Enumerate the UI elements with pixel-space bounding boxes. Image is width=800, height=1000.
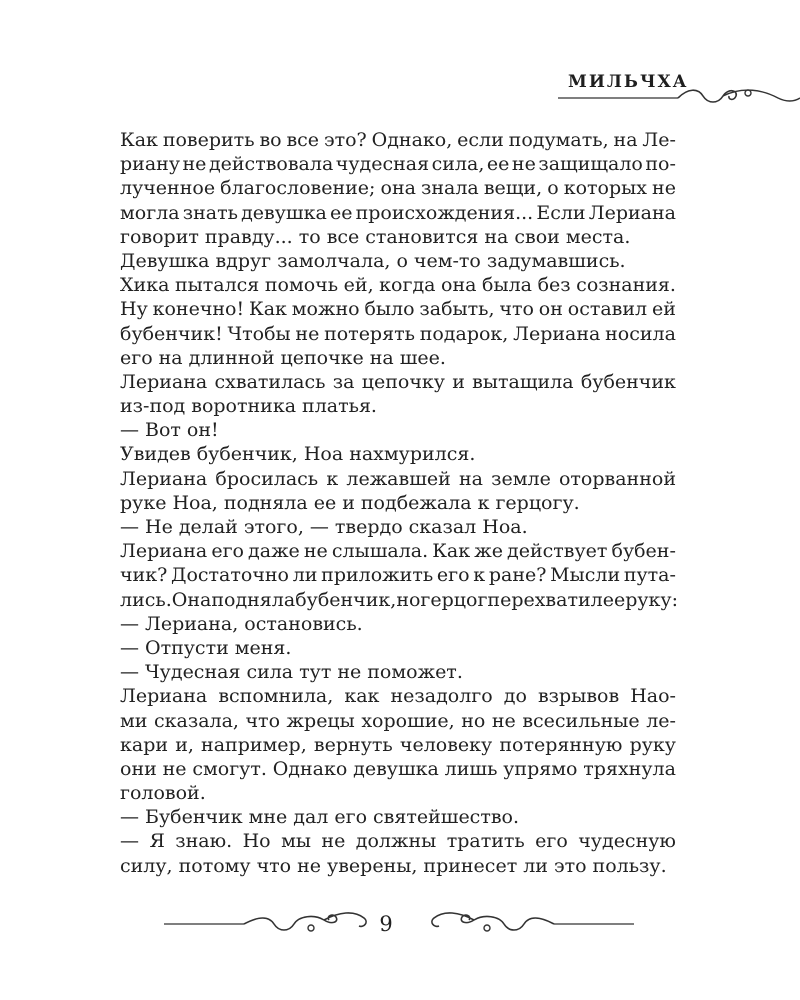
running-head: МИЛЬЧХА	[568, 72, 689, 92]
text-line: Ну конечно! Как можно было забыть, что он оставил ей	[120, 298, 676, 321]
text-line: головой.	[120, 782, 206, 805]
text-line: — Вот он!	[120, 419, 219, 442]
body-text	[120, 128, 679, 878]
text-line: Лериана схватилась за цепочку и вытащила бубенчик	[120, 370, 676, 393]
text-line: ми сказала, что жрецы хорошие, но не всесильные ле-	[120, 709, 676, 732]
text-line: — Бубенчик мне дал его святейшество.	[120, 806, 520, 829]
text-line: — Я знаю. Но мы не должны тратить его чудесную	[120, 830, 676, 853]
text-line: чик? Достаточно ли приложить его к ране? Мысли пута-	[120, 564, 676, 587]
text-line: Лериана бросилась к лежавшей на земле оторванной	[120, 467, 676, 490]
footer-flourish-ornament	[164, 908, 634, 940]
text-line: силу, потому что не уверены, принесет ли это пользу.	[120, 854, 667, 877]
text-line: они не смогут. Однако девушка лишь упрямо тряхнула	[120, 757, 676, 780]
header-flourish-ornament	[558, 84, 800, 110]
text-line: Хика пытался помочь ей, когда она была без сознания.	[120, 274, 676, 297]
text-line: лись. Она подняла бубенчик, но герцог перехватил ее руку:	[120, 588, 679, 611]
text-line: риану не действовала чудесная сила, ее не защищало по-	[120, 153, 676, 176]
text-line: бубенчик! Чтобы не потерять подарок, Лериана носила	[120, 322, 676, 345]
text-line: — Отпусти меня.	[120, 636, 292, 659]
text-line: говорит правду... то все становится на свои места.	[120, 225, 631, 248]
page-number: 9	[379, 912, 393, 936]
text-line: Увидев бубенчик, Ноа нахмурился.	[120, 443, 476, 466]
text-line: — Лериана, остановись.	[120, 612, 363, 635]
text-line: — Не делай этого, — твердо сказал Ноа.	[120, 516, 528, 538]
text-line: руке Ноа, подняла ее и подбежала к герцогу.	[120, 491, 580, 514]
text-line: из-под воротника платья.	[120, 395, 377, 418]
text-line: лученное благословение; она знала вещи, о которых не	[120, 177, 676, 200]
text-line: Лериана его даже не слышала. Как же действует бубен-	[120, 540, 676, 563]
text-line: Девушка вдруг замолчала, о чем-то задумавшись.	[120, 249, 626, 272]
text-line: его на длинной цепочке на шее.	[120, 346, 446, 369]
text-line: — Чудесная сила тут не поможет.	[120, 661, 463, 684]
text-line: Лериана вспомнила, как незадолго до взрывов Нао-	[120, 685, 676, 708]
text-line: могла знать девушка ее происхождения... Если Лериана	[120, 201, 676, 224]
text-line: Как поверить во все это? Однако, если подумать, на Ле-	[120, 129, 676, 151]
text-line: кари и, например, вернуть человеку потерянную руку	[120, 733, 676, 756]
